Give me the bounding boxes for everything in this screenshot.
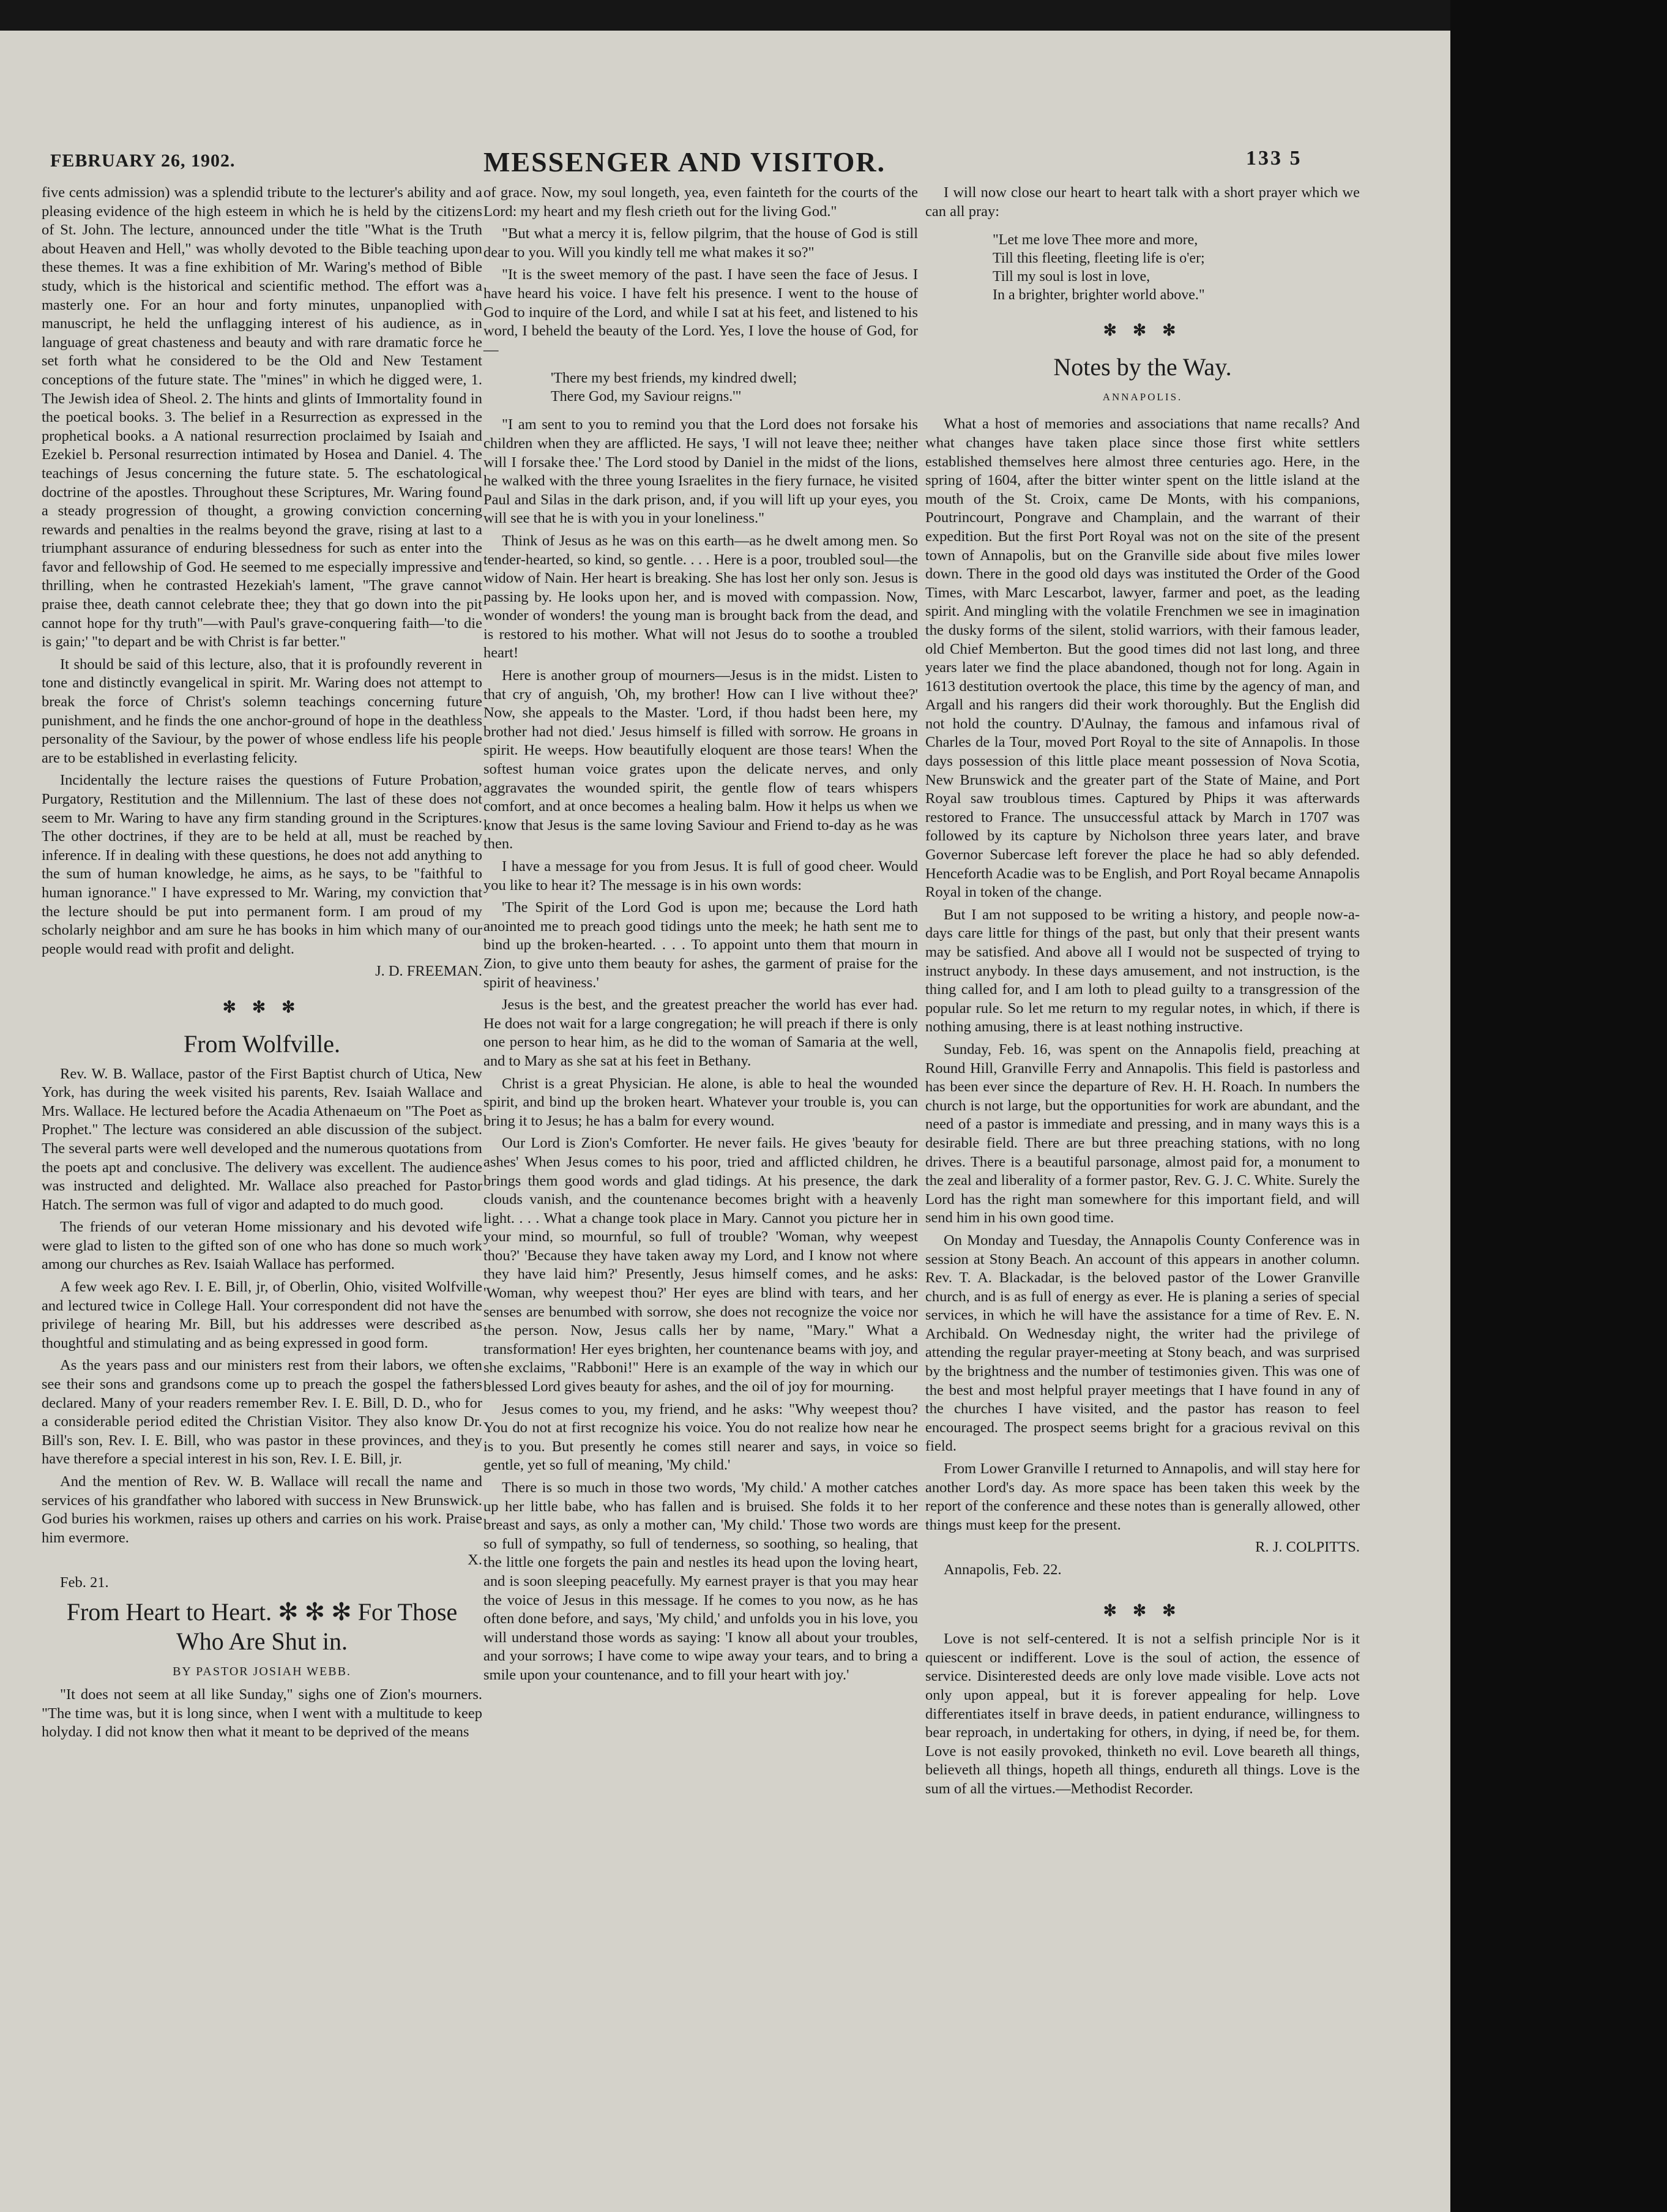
- wolfville-paragraph: The friends of our veteran Home missionary and his devoted wife were glad to listen to the gifted son of one who has done so much work among our churches as Rev. Isaiah Wallace has performed.: [42, 1219, 482, 1273]
- verse-line: Till this fleeting, fleeting life is o'er;: [993, 250, 1205, 267]
- wolfville-paragraph: Rev. W. B. Wallace, pastor of the First Baptist church of Utica, New York, has during the week visited his parents, Rev. Isaiah Wallace and Mrs. Wallace. He lectured before the Acadia Athenaeum on "The Poet as Prophet." The lecture was considered an able discussion of the subject. The several parts were well developed and the numerous quotations from the poets apt and conclusive. The delivery was excellent. The audience was instructed and delighted. Mr. Wallace also preached for Pastor Hatch. The sermon was full of vigor and adapted to do much good.: [42, 1065, 482, 1213]
- hymn-line: 'There my best friends, my kindred dwell;: [551, 370, 797, 387]
- article-title-wolfville: From Wolfville.: [183, 1029, 341, 1058]
- page-number: 133 5: [1246, 147, 1302, 170]
- section-divider: ✻ ✻ ✻: [1103, 321, 1182, 340]
- column-3: [925, 184, 1360, 1803]
- notes-dateline: Annapolis, Feb. 22.: [944, 1561, 1062, 1578]
- lecture-review-paragraph: five cents admission) was a splendid tribute to the lecturer's ability and a pleasing evidence of the high esteem in which he is held by the citizens of St. John. The lecture, announced under the title "What is the Truth about Heaven and Hell," was wholly devoted to the Bible teaching upon these themes. It was a fine exhibition of Mr. Waring's method of Bible study, which is the historical and scientific method. The effort was a masterly one. For an hour and forty minutes, unpanoplied with manuscript, he held the unflagging interest of his audience, as in language of great chasteness and beauty and with rare dramatic force he set forth what he considered to be the Old and New Testament conceptions of the future state. The "mines" in which he digged were, 1. The Jewish idea of Sheol. 2. The hints and glints of Immortality found in the poetical books. 3. The belief in a Resurrection as expressed in the prophetical books. a A national resurrection proclaimed by Isaiah and Ezekiel b. Personal resurrection intimated by Hosea and Daniel. 4. The teachings of Jesus concerning the future state. 5. The eschatological doctrine of the apostles. Throughout these Scriptures, Mr. Waring found a steady progression of thought, a growing conviction concerning rewards and penalties in the realms beyond the grave, rising at last to a triumphant assurance of enduring blessedness for such as enter into the favor and fellowship of God. He seemed to me especially impressive and thrilling, when he contrasted Hezekiah's lament, "The grave cannot praise thee, death cannot celebrate thee; they that go down into the pit cannot hope for thy truth"—with Paul's grave-conquering faith—'to die is gain;' "to depart and be with Christ is far better.": [42, 184, 482, 651]
- wolfville-date: Feb. 21.: [60, 1574, 109, 1591]
- heart-to-heart-paragraph: of grace. Now, my soul longeth, yea, even fainteth for the courts of the Lord: my heart and my flesh crieth out for the living God.": [483, 184, 918, 220]
- column-1: [42, 184, 482, 1746]
- notes-paragraph: From Lower Granville I returned to Annapolis, and will stay here for another Lord's day. As more space has been taken this week by the report of the conference and these notes than is generally allowed, other things must keep for the present.: [925, 1460, 1360, 1533]
- article-byline: BY PASTOR JOSIAH WEBB.: [173, 1664, 351, 1678]
- newspaper-page: [0, 31, 1450, 2212]
- heart-to-heart-paragraph: "It is the sweet memory of the past. I have seen the face of Jesus. I have heard his voice. I have felt his presence. I went to the house of God to inquire of the Lord, and while I sat at his feet, and listened to his word, I beheld the beauty of the Lord. Yes, I love the house of God, for—: [483, 266, 918, 358]
- heart-to-heart-paragraph: Christ is a great Physician. He alone, is able to heal the wounded spirit, and bind up the broken heart. Whatever your trouble is, you can bring it to Jesus; he has a balm for every wound.: [483, 1075, 918, 1129]
- wolfville-paragraph: And the mention of Rev. W. B. Wallace will recall the name and services of his grandfather who labored with success in New Brunswick. God buries his workmen, raises up others and carries on his work. Praise him evermore.: [42, 1473, 482, 1546]
- wolfville-signature: X.: [468, 1552, 482, 1569]
- notes-signature: R. J. COLPITTS.: [1255, 1539, 1360, 1556]
- verse-line: "Let me love Thee more and more,: [993, 232, 1198, 248]
- heart-to-heart-paragraph: Our Lord is Zion's Comforter. He never fails. He gives 'beauty for ashes' When Jesus comes to his poor, tried and afflicted children, he brings them good words and glad tidings. At his presence, the dark clouds vanish, and the countenance becomes bright with a heavenly light. . . . What a change took place in Mary. Cannot you picture her in your mind, so mournful, so full of trouble? 'Woman, why weepest thou?' 'Because they have taken away my Lord, and I know not where they have laid him?' Presently, Jesus himself comes, and he asks: 'Woman, why weepest thou?' Her eyes are blind with tears, and her senses are benumbed with sorrow, she does not recognize the voice nor the person. Now, Jesus calls her by name, "Mary." What a transformation! Her eyes brighten, her countenance beams with joy, and she exclaims, "Rabboni!" Here is an example of the way in which our blessed Lord gives beauty for ashes, and the oil of joy for mourning.: [483, 1135, 918, 1396]
- notes-paragraph: Sunday, Feb. 16, was spent on the Annapolis field, preaching at Round Hill, Granville Ferry and Annapolis. This field is pastorless and has been ever since the departure of Rev. H. H. Roach. In numbers the church is not large, but the opportunities for work are abundant, and the need of a pastor is immediate and pressing, and in many ways this is a desirable field. There are but three preaching stations, with no long drives. There is a beautiful parsonage, almost paid for, a monument to the zeal and liberality of a former pastor, Rev. G. J. C. White. Surely the Lord has the right man somewhere for this important field, and will send him in his own good time.: [925, 1041, 1360, 1227]
- love-paragraph: Love is not self-centered. It is not a selfish principle Nor is it quiescent or indifferent. Love is the soul of action, the essence of service. Disinterested deeds are only love made visible. Love acts not only upon appeal, but it is forever appealing for help. Love differentiates itself in brave deeds, in patient endurance, willingness to bear reproach, in undertaking for others, in dying, if need be, for them. Love is not easily provoked, thinketh no evil. Love beareth all things, believeth all things, hopeth all things, endureth all things. Love is the sum of all the virtues.—Methodist Recorder.: [925, 1631, 1360, 1797]
- heart-to-heart-paragraph: 'The Spirit of the Lord God is upon me; because the Lord hath anointed me to preach good tidings unto the meek; he hath sent me to bind up the broken-hearted. . . . To appoint unto them that mourn in Zion, to give unto them beauty for ashes, the garment of praise for the spirit of heaviness.': [483, 899, 918, 991]
- article-subtitle-annapolis: ANNAPOLIS.: [1102, 390, 1183, 403]
- scan-margin: [1450, 0, 1667, 2212]
- section-divider: ✻ ✻ ✻: [1103, 1601, 1182, 1620]
- lecture-review-paragraph: Incidentally the lecture raises the questions of Future Probation, Purgatory, Restitution and the Millennium. The last of these does not seem to Mr. Waring to have any firm standing ground in the Scriptures. The other doctrines, if they are to be held at all, must be reached by inference. If in dealing with these questions, he does not add anything to the sum of human knowledge, he aims, as he says, to be "faithful to human ignorance." I have expressed to Mr. Waring, my conviction that the lecture should be put into permanent form. I am proud of my scholarly neighbor and am sure he has books in him which many of our people would read with profit and delight.: [42, 772, 482, 957]
- wolfville-paragraph: As the years pass and our ministers rest from their labors, we often see their sons and grandsons come up to preach the gospel the fathers declared. Many of your readers remember Rev. I. E. Bill, D. D., who for a considerable period edited the Christian Visitor. They also know Dr. Bill's son, Rev. I. E. Bill, who was pastor in these provinces, and they have therefore a special interest in his son, Rev. I. E. Bill, jr.: [42, 1357, 482, 1468]
- heart-to-heart-paragraph: "I am sent to you to remind you that the Lord does not forsake his children when they are afflicted. He says, 'I will not leave thee; neither will I forsake thee.' The Lord stood by Daniel in the midst of the lions, he walked with the three young Israelites in the fiery furnace, he visited Paul and Silas in the dark prison, and, if you will lift up your eyes, you will see that he is with you in your loneliness.": [483, 416, 918, 527]
- column-2: [483, 184, 918, 1689]
- heart-to-heart-paragraph: I have a message for you from Jesus. It is full of good cheer. Would you like to hear it? The message is in his own words:: [483, 858, 918, 894]
- hymn-line: There God, my Saviour reigns.'": [551, 389, 742, 405]
- notes-paragraph: But I am not supposed to be writing a history, and people now-a-days care little for things of the past, but only that their present wants may be satisfied. And above all I would not be suspected of trying to instruct anybody. In these days amusement, and not instruction, is the thing called for, and I am loth to plead guilty to a transgression of the popular rule. So let me return to my regular notes, in which, if there is nothing amusing, there is at least nothing instructive.: [925, 906, 1360, 1036]
- lecture-review-paragraph: It should be said of this lecture, also, that it is profoundly reverent in tone and distinctly evangelical in spirit. Mr. Waring does not attempt to break the force of Christ's solemn teachings concerning future punishment, and he finds the one anchor-ground of hope in the deathless personality of the Saviour, by the power of whose endless life his people are to be established in everlasting felicity.: [42, 656, 482, 766]
- heart-to-heart-paragraph: Jesus comes to you, my friend, and he asks: "Why weepest thou? You do not at first recognize his voice. You do not realize how near he is to you. But presently he comes still nearer and says, in voice so gentle, yet so full of meaning, 'My child.': [483, 1400, 918, 1474]
- verse-line: Till my soul is lost in love,: [993, 269, 1150, 285]
- heart-to-heart-paragraph: "But what a mercy it is, fellow pilgrim, that the house of God is still dear to you. Will you kindly tell me what makes it so?": [483, 225, 918, 261]
- issue-date: FEBRUARY 26, 1902.: [50, 151, 236, 171]
- heart-to-heart-paragraph: "It does not seem at all like Sunday," sighs one of Zion's mourners. "The time was, but it is long since, when I went with a multitude to keep holyday. I did not know then what it meant to be deprived of the means: [42, 1686, 482, 1741]
- heart-to-heart-paragraph: Think of Jesus as he was on this earth—as he dwelt among men. So tender-hearted, so kind, so gentle. . . . Here is a poor, troubled soul—the widow of Nain. Her heart is breaking. She has lost her only son. Jesus is passing by. He looks upon her, and is moved with compassion. Now, wonder of wonders! the young man is brought back from the dead, and is restored to his mother. What will not Jesus do to soothe a troubled heart!: [483, 532, 918, 662]
- notes-paragraph: What a host of memories and associations that name recalls? And what changes have taken place since those first white settlers established themselves here almost three centuries ago. Here, in the spring of 1604, after the bitter winter spent on the little island at the mouth of the St. Croix, came De Monts, with his companions, Poutrincourt, Pongrave and Champlain, and the warrant of their expedition. But the first Port Royal was not on the site of the present town of Annapolis, but on the Granville side about five miles lower down. There in the good old days was instituted the Order of the Good Times, with Marc Lescarbot, lawyer, farmer and poet, as the leading spirit. And mingling with the volatile Frenchmen we see in imagination the dusky forms of the silent, stolid warriors, with their famous leader, old Chief Memberton. But the good times did not last long, and three years later we find the place abandoned, though not for long. Again in 1613 destitution overtook the place, this time by the agency of man, and Argall and his rangers did their work thoroughly. But the English did not hold the country. D'Aulnay, the famous and infamous rival of Charles de la Tour, moved Port Royal to the site of Annapolis. In those days possession of this little place meant possession of Nova Scotia, New Brunswick and the greater part of the State of Maine, and Port Royal saw troublous times. Captured by Phips it was afterwards restored to France. The unsuccessful attack by March in 1707 was followed by its capture by Nicholson three years later, and brave Governor Subercase left forever the place he had so ably defended. Henceforth Acadie was to be English, and Port Royal became Annapolis Royal in token of the change.: [925, 416, 1360, 901]
- verse-line: In a brighter, brighter world above.": [993, 287, 1205, 304]
- hymn-quote: [551, 369, 918, 406]
- heart-to-heart-paragraph: There is so much in those two words, 'My child.' A mother catches up her little babe, who has fallen and is bruised. She folds it to her breast and says, as only a mother can, 'My child.' Those two words are so full of sympathy, so full of tenderness, so soothing, so healing, that the little one forgets the pain and nestles its head upon the loving heart, and is soon sleeping peacefully. My earnest prayer is that you may hear the voice of Jesus in this message. If he comes to you now, as he has often done before, and says, 'My child,' and unfolds you in his love, you will understand those words as saying: 'I know all about your troubles, and your sorrows; I have come to wipe away your tears, and to bring a smile upon your countenance, and to fill your heart with joy.': [483, 1479, 918, 1683]
- heart-to-heart-paragraph: Jesus is the best, and the greatest preacher the world has ever had. He does not wait for a large congregation; he will preach if there is only one person to hear him, as he did to the woman of Samaria at the well, and to Mary as she sat at his feet in Bethany.: [483, 996, 918, 1069]
- heart-to-heart-paragraph: I will now close our heart to heart talk with a short prayer which we can all pray:: [925, 184, 1360, 220]
- prayer-verse: [993, 231, 1360, 304]
- heart-to-heart-paragraph: Here is another group of mourners—Jesus is in the midst. Listen to that cry of anguish, 'Oh, my brother! How can I live without thee?' Now, she appeals to the Master. 'Lord, if thou hadst been here, my brother had not died.' Jesus himself is filled with sorrow. He groans in spirit. He weeps. How beautifully eloquent are those tears! When the softest human voice grates upon the delicate nerves, and only aggravates the wounded spirit, the gentle flow of tears whispers comfort, and at once becomes a healing balm. How it helps us when we know that Jesus is the same loving Saviour and Friend to-day as he was then.: [483, 667, 918, 853]
- article-title-heart-to-heart: From Heart to Heart. ✻ ✻ ✻ For Those Who Are Shut in.: [66, 1597, 458, 1655]
- notes-paragraph: On Monday and Tuesday, the Annapolis County Conference was in session at Stony Beach. An account of this appears in another column. Rev. T. A. Blackadar, is the beloved pastor of the Lower Granville church, and is as full of energy as ever. He is planing a series of special services, in which he will have the assistance for a time of Rev. E. N. Archibald. On Wednesday night, the writer had the privilege of attending the regular prayer-meeting at Stony beach, and was surprised by the brightness and the number of testimonies given. This was one of the best and most helpful prayer meetings that I have found in any of the churches I have visited, and the pastor has reason to feel encouraged. The prospect seems bright for a gracious revival on this field.: [925, 1231, 1360, 1455]
- section-divider: ✻ ✻ ✻: [222, 998, 302, 1016]
- article-title-notes: Notes by the Way.: [1053, 353, 1232, 381]
- masthead-title: MESSENGER AND VISITOR.: [483, 146, 886, 177]
- author-signature: J. D. FREEMAN.: [375, 963, 482, 980]
- wolfville-paragraph: A few week ago Rev. I. E. Bill, jr, of Oberlin, Ohio, visited Wolfville and lectured twice in College Hall. Your correspondent did not have the privilege of hearing Mr. Bill, but his addresses were described as thoughtful and stimulating and as being expressed in good form.: [42, 1279, 482, 1351]
